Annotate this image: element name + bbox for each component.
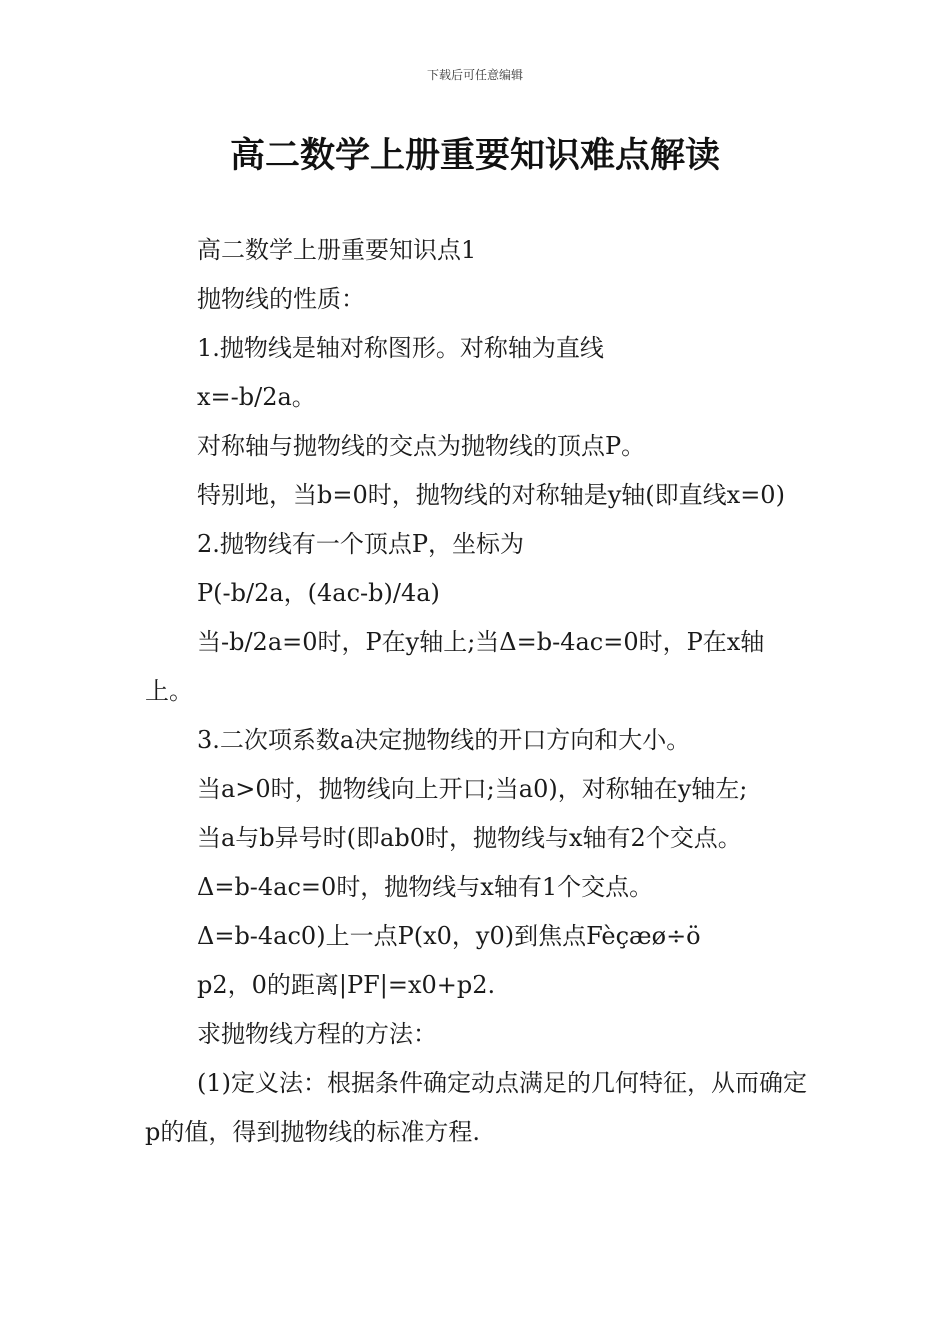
paragraph: P(-b/2a，(4ac-b)/4a) (197, 579, 440, 607)
document-body (145, 226, 810, 1157)
page-title: 高二数学上册重要知识难点解读 (229, 136, 720, 176)
paragraph: 对称轴与抛物线的交点为抛物线的顶点P。 (197, 432, 646, 460)
paragraph: 求抛物线方程的方法： (197, 1020, 437, 1048)
paragraph: 当a>0时，抛物线向上开口;当a0)，对称轴在y轴左; (197, 775, 748, 803)
paragraph: p2，0的距离|PF|=x0+p2. (197, 971, 496, 999)
paragraph: Δ=b-4ac=0时，抛物线与x轴有1个交点。 (197, 873, 654, 901)
paragraph: 特别地，当b=0时，抛物线的对称轴是y轴(即直线x=0) (197, 481, 785, 509)
header-note: 下载后可任意编辑 (426, 68, 523, 82)
paragraph: 1.抛物线是轴对称图形。对称轴为直线 (197, 334, 604, 362)
paragraph: 高二数学上册重要知识点1 (197, 236, 477, 264)
paragraph: x=-b/2a。 (197, 383, 316, 411)
paragraph: 抛物线的性质： (197, 285, 365, 313)
paragraph: Δ=b-4ac0)上一点P(x0，y0)到焦点Fèçæø÷ö (197, 922, 701, 950)
paragraph: 当-b/2a=0时，P在y轴上;当Δ=b-4ac=0时，P在x轴上。 (145, 628, 765, 705)
paragraph: 3.二次项系数a决定抛物线的开口方向和大小。 (197, 726, 691, 754)
paragraph: 2.抛物线有一个顶点P，坐标为 (197, 530, 525, 558)
paragraph: 当a与b异号时(即ab0时，抛物线与x轴有2个交点。 (197, 824, 742, 852)
paragraph: (1)定义法：根据条件确定动点满足的几何特征，从而确定p的值，得到抛物线的标准方程. (145, 1069, 807, 1146)
